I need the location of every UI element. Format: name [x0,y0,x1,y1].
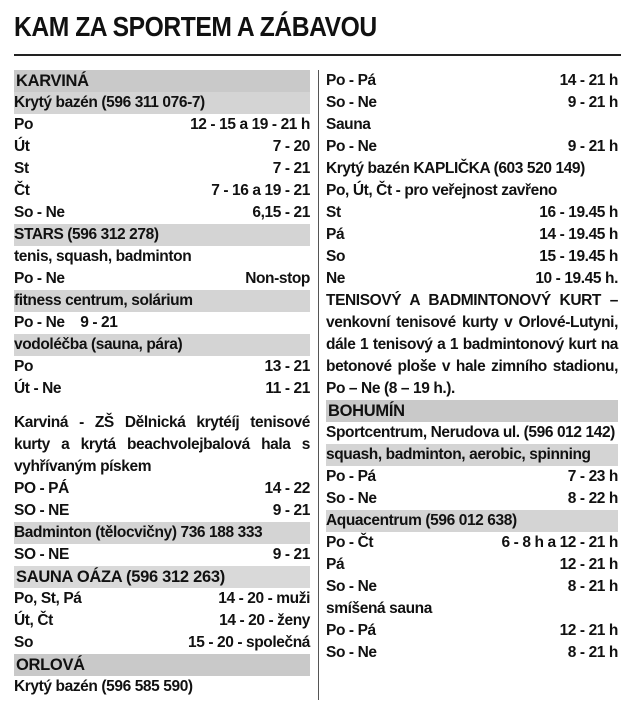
section-header-karvina: KARVINÁ [14,70,310,92]
stars-activities: tenis, squash, badminton [14,248,192,265]
schedule-row: So 15 - 19.45 h [326,248,618,265]
spacer [14,400,310,412]
kaplicka-note: Po, Út, Čt - pro veřejnost zavřeno [326,182,557,199]
tennis-description: TENISOVÝ A BADMINTONOVÝ KURT – venkovní tenisové kurty v Orlové-Lutyni, dále 1 tenisový a 1 badmintonový kurt na betonové ploše v hale zimního stadionu, Po – Ne (8 – 19 h.). [326,292,618,397]
mixed-sauna-label: smíšená sauna [326,600,432,617]
schedule-row: So - Ne 8 - 21 h [326,644,618,661]
schedule-row: So 15 - 20 - společná [14,634,310,651]
water-label: vodoléčba (sauna, pára) [14,334,310,356]
section-header-bohumin: BOHUMÍN [326,400,618,422]
schedule-row: Po - Ne 9 - 21 h [326,138,618,155]
schedule-row: Po - Ne Non-stop [14,270,310,287]
sportcentrum-name: Sportcentrum, Nerudova ul. (596 012 142) [326,424,615,441]
schedule-row: PO - PÁ 14 - 22 [14,480,310,497]
pool-name: Krytý bazén (596 311 076-7) [14,92,310,114]
schedule-row: Po, St, Pá 14 - 20 - muži [14,590,310,607]
schedule-row: Út, Čt 14 - 20 - ženy [14,612,310,629]
schedule-row: So - Ne 9 - 21 h [326,94,618,111]
schedule-row: St 16 - 19.45 h [326,204,618,221]
schedule-row: Po - Pá 14 - 21 h [326,72,618,89]
stars-name: STARS (596 312 278) [14,224,310,246]
schedule-row: SO - NE 9 - 21 [14,546,310,563]
schedule-row: Po 13 - 21 [14,358,310,375]
schedule-row: So - Ne 8 - 22 h [326,490,618,507]
section-header-orlova: ORLOVÁ [14,654,310,676]
schedule-row: SO - NE 9 - 21 [14,502,310,519]
schedule-row: Po - Pá 12 - 21 h [326,622,618,639]
schedule-row: Pá 14 - 19.45 h [326,226,618,243]
sauna-label: Sauna [326,116,371,133]
schedule-row: Út - Ne 11 - 21 [14,380,310,397]
schedule-row: Po 12 - 15 a 19 - 21 h [14,116,310,133]
zs-description: Karviná - ZŠ Dělnická krytéíj tenisové kurty a krytá beachvolejbalová hala s vyhřívaným pískem [14,414,310,475]
right-column [326,70,618,664]
schedule-row: St 7 - 21 [14,160,310,177]
schedule-row: Po - Pá 7 - 23 h [326,468,618,485]
aquacentrum-name: Aquacentrum (596 012 638) [326,510,618,532]
schedule-row: Po - Čt 6 - 8 h a 12 - 21 h [326,534,618,551]
kaplicka-name: Krytý bazén KAPLIČKA (603 520 149) [326,160,585,177]
left-column [14,70,310,698]
orlova-pool: Krytý bazén (596 585 590) [14,678,193,695]
schedule-row: So - Ne 8 - 21 h [326,578,618,595]
column-separator [318,70,319,700]
schedule-row: Út 7 - 20 [14,138,310,155]
badminton-name: Badminton (tělocvičny) 736 188 333 [14,522,310,544]
title-rule [14,54,621,56]
fitness-label: fitness centrum, solárium [14,290,310,312]
schedule-row: Po - Ne 9 - 21 [14,314,118,331]
schedule-row: Pá 12 - 21 h [326,556,618,573]
schedule-row: Čt 7 - 16 a 19 - 21 [14,182,310,199]
schedule-row: So - Ne 6,15 - 21 [14,204,310,221]
sauna-oaza-name: SAUNA OÁZA (596 312 263) [14,566,310,588]
sport-activities: squash, badminton, aerobic, spinning [326,444,618,466]
schedule-row: Ne 10 - 19.45 h. [326,270,618,287]
page-title: KAM ZA SPORTEM A ZÁBAVOU [14,11,377,42]
